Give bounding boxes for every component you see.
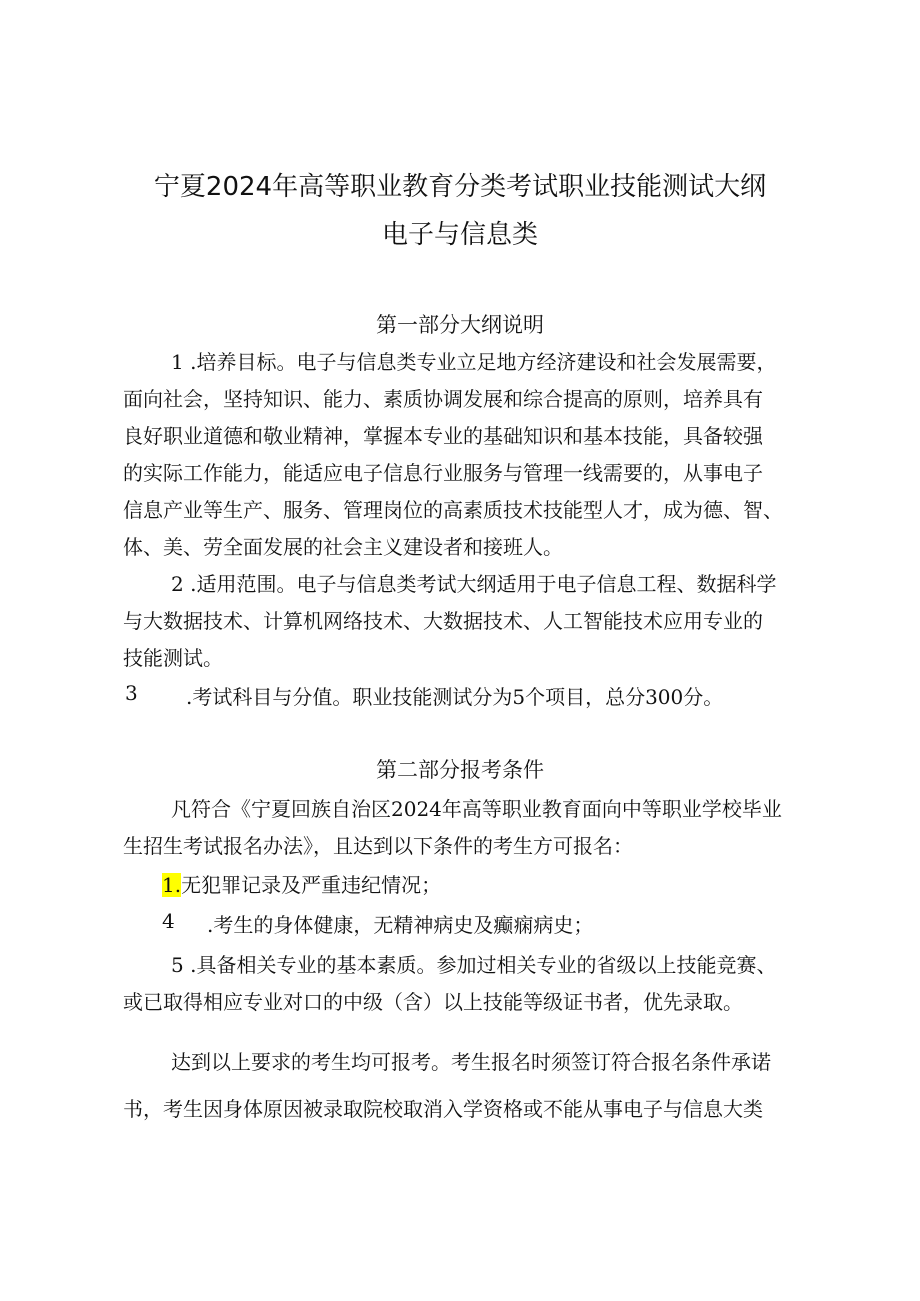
paragraph-line: 良好职业道德和敬业精神，掌握本专业的基础知识和基本技能，具备较强 (123, 424, 763, 448)
paragraph-line: 2 .适用范围。电子与信息类考试大纲适用于电子信息工程、数据科学 (171, 572, 777, 596)
paragraph-line: 5 .具备相关专业的基本素质。参加过相关专业的省级以上技能竞赛、 (171, 953, 777, 977)
item1-line (162, 869, 441, 898)
paragraph-line: 书，考生因身体原因被录取院校取消入学资格或不能从事电子与信息大类 (123, 1097, 763, 1121)
document-title: 宁夏2024年高等职业教育分类考试职业技能测试大纲 (153, 172, 767, 202)
document-subtitle: 电子与信息类 (381, 220, 538, 250)
paragraph-line: 技能测试。 (123, 646, 223, 670)
highlighted-number: 1. (162, 873, 182, 897)
paragraph-line: 的实际工作能力，能适应电子信息行业服务与管理一线需要的，从事电子 (123, 461, 763, 485)
paragraph-line: 体、美、劳全面发展的社会主义建设者和接班人。 (123, 535, 563, 559)
part2-heading: 第二部分报考条件 (376, 758, 544, 782)
paragraph-line: 生招生考试报名办法》，且达到以下条件的考生方可报名： (123, 834, 633, 858)
paragraph-line: 与大数据技术、计算机网络技术、大数据技术、人工智能技术应用专业的 (123, 609, 763, 633)
paragraph-line: 信息产业等生产、服务、管理岗位的高素质技术技能型人才，成为德、智、 (123, 498, 783, 522)
paragraph-line: 1 .培养目标。电子与信息类专业立足地方经济建设和社会发展需要， (171, 350, 777, 374)
item3-number: 3 (125, 681, 138, 705)
paragraph-line: 或已取得相应专业对口的中级（含）以上技能等级证书者，优先录取。 (123, 990, 743, 1014)
part1-heading: 第一部分大纲说明 (376, 313, 544, 337)
paragraph-line: 凡符合《宁夏回族自治区2024年高等职业教育面向中等职业学校毕业 (171, 797, 782, 821)
item4-number: 4 (162, 909, 175, 933)
item3-text: .考试科目与分值。职业技能测试分为5个项目，总分300分。 (186, 685, 724, 709)
item4-text: .考生的身体健康，无精神病史及癫痫病史； (207, 913, 594, 937)
paragraph-line: 面向社会，坚持知识、能力、素质协调发展和综合提高的原则，培养具有 (123, 387, 763, 411)
item1-text: 无犯罪记录及严重违纪情况； (181, 873, 442, 897)
paragraph-line: 达到以上要求的考生均可报考。考生报名时须签订符合报名条件承诺 (171, 1050, 771, 1074)
